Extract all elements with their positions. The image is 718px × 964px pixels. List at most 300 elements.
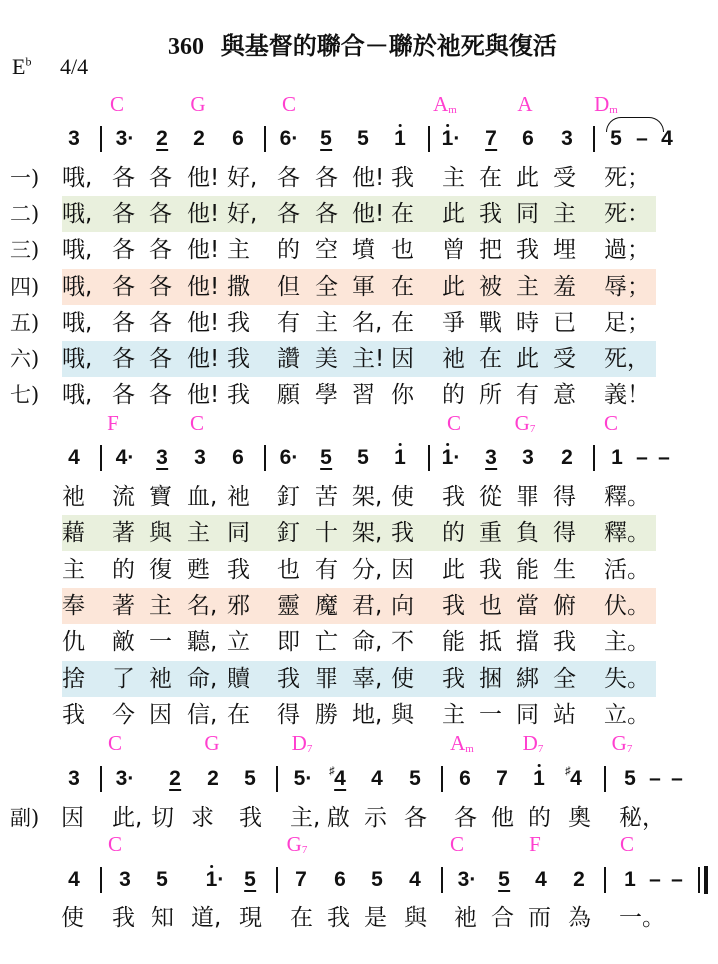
note-digit: – bbox=[649, 767, 661, 790]
chord-root: C bbox=[619, 832, 635, 856]
lyric-syllable: 釘 bbox=[277, 484, 300, 510]
lyric-syllable: 各 bbox=[315, 201, 338, 227]
lyric-syllable: 辱； bbox=[604, 274, 650, 300]
augmentation-dot: · bbox=[305, 767, 313, 790]
hymn-number: 360 bbox=[168, 34, 204, 60]
lyric-syllable: 當 bbox=[516, 593, 539, 619]
note-digit: 4 bbox=[535, 868, 547, 891]
lyric-syllable: 我 bbox=[442, 666, 465, 692]
chord-root: D bbox=[594, 92, 610, 116]
lyric-syllable: 使 bbox=[61, 905, 84, 931]
note bbox=[636, 446, 648, 470]
chord-root: C bbox=[603, 411, 619, 435]
lyric-syllable: 我 bbox=[239, 805, 262, 831]
note bbox=[206, 868, 225, 892]
note bbox=[485, 127, 497, 151]
note-digit: 3 bbox=[68, 767, 80, 790]
key-signature bbox=[12, 54, 31, 80]
lyric-syllable: 信, bbox=[187, 702, 218, 728]
lyric-syllable: 墳 bbox=[352, 237, 375, 263]
lyric-syllable: 在 bbox=[391, 310, 414, 336]
note-digit: 7 bbox=[496, 767, 508, 790]
note bbox=[295, 868, 307, 892]
lyric-syllable: 聽, bbox=[187, 629, 218, 655]
note bbox=[116, 446, 135, 470]
note bbox=[409, 868, 421, 892]
lyric-syllable: 此, bbox=[112, 805, 143, 831]
lyric-syllable: 足； bbox=[604, 310, 650, 336]
note bbox=[320, 127, 332, 151]
note-digit: 2 bbox=[193, 127, 205, 150]
lyric-syllable: 各 bbox=[149, 201, 172, 227]
chord-root: G bbox=[611, 731, 627, 755]
lyric-syllable: 辜, bbox=[352, 666, 383, 692]
note bbox=[116, 767, 135, 791]
chord-symbol bbox=[108, 731, 122, 756]
lyric-syllable: 全 bbox=[315, 274, 338, 300]
lyric-syllable: 活。 bbox=[604, 557, 650, 583]
lyric-syllable: 死， bbox=[604, 346, 650, 372]
lyric-syllable: 他 bbox=[491, 805, 514, 831]
barline bbox=[276, 867, 278, 893]
lyric-syllable: 受 bbox=[553, 346, 576, 372]
barline bbox=[100, 126, 102, 152]
lyric-syllable: 他! bbox=[187, 201, 220, 227]
note bbox=[68, 767, 80, 791]
lyric-syllable: 此 bbox=[442, 274, 465, 300]
lyric-syllable: 我 bbox=[391, 520, 414, 546]
chord-root: G bbox=[286, 832, 302, 856]
chord-symbol bbox=[515, 411, 536, 436]
chord-symbol bbox=[620, 832, 634, 857]
note-digit: – bbox=[671, 767, 683, 790]
note bbox=[294, 767, 313, 791]
lyric-syllable: 釋。 bbox=[604, 484, 650, 510]
note bbox=[156, 127, 168, 151]
note bbox=[119, 868, 131, 892]
note-digit: 4 bbox=[68, 868, 80, 891]
note-digit: 5 bbox=[357, 446, 369, 469]
lyric-syllable: 使 bbox=[391, 484, 414, 510]
lyric-syllable: 此 bbox=[442, 557, 465, 583]
lyric-syllable: 因 bbox=[61, 805, 84, 831]
lyric-syllable: 與 bbox=[404, 905, 427, 931]
note-digit: 3 bbox=[561, 127, 573, 150]
lyric-syllable: 在 bbox=[479, 346, 502, 372]
sharp-sign: ♯ bbox=[329, 765, 335, 777]
chord-quality: m bbox=[465, 743, 474, 755]
note-digit: 6 bbox=[232, 127, 244, 150]
lyric-syllable: 此 bbox=[516, 346, 539, 372]
barline bbox=[604, 867, 606, 893]
lyric-syllable: 主 bbox=[227, 237, 250, 263]
augmentation-dot: · bbox=[217, 868, 225, 891]
chord-symbol bbox=[292, 731, 313, 756]
lyric-syllable: 寶 bbox=[149, 484, 172, 510]
barline bbox=[428, 445, 430, 471]
barline bbox=[428, 126, 430, 152]
chord-quality: 7 bbox=[306, 743, 313, 755]
chord-root: G bbox=[190, 92, 206, 116]
chord-symbol bbox=[523, 731, 544, 756]
lyric-syllable: 不 bbox=[391, 629, 414, 655]
lyric-syllable: 但 bbox=[277, 274, 300, 300]
lyric-syllable: 有 bbox=[516, 382, 539, 408]
verse-label: 六) bbox=[10, 347, 40, 371]
note bbox=[498, 868, 510, 892]
lyric-syllable: 你 bbox=[391, 382, 414, 408]
note bbox=[371, 767, 383, 791]
lyric-syllable: 重 bbox=[479, 520, 502, 546]
lyric-syllable: 我 bbox=[62, 702, 85, 728]
lyric-syllable: 十 bbox=[315, 520, 338, 546]
note-digit: 4 bbox=[371, 767, 383, 790]
lyric-syllable: 戰 bbox=[479, 310, 502, 336]
lyric-syllable: 知 bbox=[151, 905, 174, 931]
lyric-syllable: 我 bbox=[227, 557, 250, 583]
lyric-syllable: 各 bbox=[112, 382, 135, 408]
lyric-syllable: 所 bbox=[479, 382, 502, 408]
note bbox=[193, 127, 205, 151]
note bbox=[671, 868, 683, 892]
lyric-syllable: 被 bbox=[479, 274, 502, 300]
lyric-syllable: 在 bbox=[290, 905, 313, 931]
note-digit: 6 bbox=[232, 446, 244, 469]
note-digit: 3 bbox=[156, 446, 168, 469]
lyric-syllable: 他! bbox=[187, 165, 220, 191]
chord-quality: 7 bbox=[301, 844, 308, 856]
note-digit: 3 bbox=[485, 446, 497, 469]
note-digit: 4 bbox=[661, 127, 673, 150]
lyric-syllable: 因 bbox=[391, 346, 414, 372]
chord-symbol bbox=[282, 92, 296, 117]
lyric-syllable: 能 bbox=[442, 629, 465, 655]
note bbox=[357, 446, 369, 470]
chord-root: D bbox=[522, 731, 538, 755]
lyric-syllable: 他! bbox=[187, 274, 220, 300]
note bbox=[244, 767, 256, 791]
chord-root: F bbox=[529, 832, 541, 856]
note bbox=[244, 868, 256, 892]
note-digit: – bbox=[658, 446, 670, 469]
note bbox=[442, 127, 461, 151]
lyric-syllable: 各 bbox=[112, 237, 135, 263]
lyric-syllable: 我 bbox=[479, 201, 502, 227]
lyric-syllable: 義！ bbox=[604, 382, 650, 408]
lyric-syllable: 能 bbox=[516, 557, 539, 583]
chord-symbol bbox=[517, 92, 532, 117]
lyric-syllable: 奉 bbox=[62, 593, 85, 619]
note-digit: 4 bbox=[115, 446, 128, 469]
note-digit: 4 bbox=[409, 868, 421, 891]
barline bbox=[264, 445, 266, 471]
lyric-syllable: 死； bbox=[604, 165, 650, 191]
lyric-syllable: 因 bbox=[391, 557, 414, 583]
lyric-syllable: 敵 bbox=[112, 629, 135, 655]
lyric-syllable: 受 bbox=[553, 165, 576, 191]
sharp-sign: ♯ bbox=[565, 765, 571, 777]
lyric-syllable: 秘， bbox=[619, 805, 665, 831]
lyric-syllable: 各 bbox=[112, 274, 135, 300]
note-digit: 3 bbox=[115, 767, 128, 790]
lyric-syllable: 今 bbox=[112, 702, 135, 728]
lyric-syllable: 同 bbox=[227, 520, 250, 546]
lyric-syllable: 祂 bbox=[227, 484, 250, 510]
lyric-syllable: 的 bbox=[442, 382, 465, 408]
lyric-syllable: 主 bbox=[553, 201, 576, 227]
lyric-syllable: 哦, bbox=[62, 382, 93, 408]
lyric-syllable: 邪 bbox=[227, 593, 250, 619]
note bbox=[357, 127, 369, 151]
lyric-syllable: 在 bbox=[479, 165, 502, 191]
chord-root: C bbox=[107, 832, 123, 856]
lyric-syllable: 各 bbox=[315, 165, 338, 191]
note-digit: 3 bbox=[119, 868, 131, 891]
lyric-syllable: 一 bbox=[149, 629, 172, 655]
lyric-syllable: 哦, bbox=[62, 274, 93, 300]
verse-label: 副) bbox=[10, 806, 40, 830]
lyric-syllable: 我 bbox=[442, 484, 465, 510]
lyric-syllable: 血, bbox=[187, 484, 218, 510]
chord-root: A bbox=[433, 92, 449, 116]
lyric-syllable: 的 bbox=[112, 557, 135, 583]
note-digit: 2 bbox=[156, 127, 168, 150]
note-digit: 2 bbox=[169, 767, 181, 790]
lyric-syllable: 流 bbox=[112, 484, 135, 510]
barline bbox=[593, 126, 595, 152]
note bbox=[442, 446, 461, 470]
augmentation-dot: · bbox=[291, 446, 299, 469]
lyric-syllable: 失。 bbox=[604, 666, 650, 692]
lyric-syllable: 主。 bbox=[604, 629, 650, 655]
lyric-syllable: 埋 bbox=[553, 237, 576, 263]
augmentation-dot: · bbox=[469, 868, 477, 891]
lyric-syllable: 藉 bbox=[62, 520, 85, 546]
verse-label: 五) bbox=[10, 311, 40, 335]
final-barline bbox=[698, 867, 700, 893]
note-digit: 6 bbox=[522, 127, 534, 150]
augmentation-dot: · bbox=[127, 446, 135, 469]
lyric-syllable: 同 bbox=[516, 702, 539, 728]
lyric-syllable: 的 bbox=[528, 805, 551, 831]
lyric-syllable: 軍 bbox=[352, 274, 375, 300]
lyric-syllable: 好, bbox=[227, 201, 258, 227]
lyric-syllable: 好, bbox=[227, 165, 258, 191]
chord-symbol bbox=[204, 731, 219, 756]
lyric-syllable: 架, bbox=[352, 520, 383, 546]
note bbox=[624, 767, 636, 791]
note bbox=[624, 868, 636, 892]
lyric-syllable: 祂 bbox=[454, 905, 477, 931]
chord-root: F bbox=[107, 411, 119, 435]
lyric-syllable: 得 bbox=[277, 702, 300, 728]
chord-root: C bbox=[189, 411, 205, 435]
lyric-syllable: 我 bbox=[479, 557, 502, 583]
note bbox=[156, 868, 168, 892]
lyric-syllable: 他! bbox=[187, 237, 220, 263]
lyric-syllable: 綁 bbox=[516, 666, 539, 692]
note-digit: 1 bbox=[394, 127, 406, 150]
note-digit: – bbox=[671, 868, 683, 891]
lyric-syllable: 把 bbox=[479, 237, 502, 263]
lyric-syllable: 羞 bbox=[553, 274, 576, 300]
lyric-syllable: 他! bbox=[352, 201, 385, 227]
chord-symbol bbox=[604, 411, 618, 436]
note bbox=[394, 446, 406, 470]
lyric-syllable: 勝 bbox=[315, 702, 338, 728]
note-digit: 1 bbox=[394, 446, 406, 469]
lyric-syllable: 各 bbox=[112, 165, 135, 191]
lyric-syllable: 君, bbox=[352, 593, 383, 619]
lyric-syllable: 祂 bbox=[149, 666, 172, 692]
lyric-syllable: 我 bbox=[227, 346, 250, 372]
chord-quality: m bbox=[609, 104, 618, 116]
note-digit: 6 bbox=[334, 868, 346, 891]
chord-root: C bbox=[107, 731, 123, 755]
lyric-syllable: 全 bbox=[553, 666, 576, 692]
note bbox=[658, 446, 670, 470]
lyric-syllable: 他! bbox=[187, 310, 220, 336]
note bbox=[611, 446, 623, 470]
chord-root: C bbox=[109, 92, 125, 116]
note bbox=[394, 127, 406, 151]
lyric-syllable: 在 bbox=[391, 201, 414, 227]
note bbox=[371, 868, 383, 892]
lyric-syllable: 甦 bbox=[187, 557, 210, 583]
lyric-syllable: 負 bbox=[516, 520, 539, 546]
note-digit: 2 bbox=[573, 868, 585, 891]
lyric-syllable: 復 bbox=[149, 557, 172, 583]
lyric-syllable: 道, bbox=[191, 905, 222, 931]
lyric-syllable: 而 bbox=[528, 905, 551, 931]
barline bbox=[441, 766, 443, 792]
note-digit: – bbox=[636, 446, 648, 469]
lyric-syllable: 也 bbox=[391, 237, 414, 263]
note-digit: 5 bbox=[624, 767, 636, 790]
augmentation-dot: · bbox=[127, 767, 135, 790]
lyric-syllable: 哦, bbox=[62, 165, 93, 191]
hymn-title-text: 與基督的聯合－聯於祂死與復活 bbox=[220, 32, 557, 60]
augmentation-dot: · bbox=[291, 127, 299, 150]
lyric-syllable: 各 bbox=[404, 805, 427, 831]
lyric-syllable: 命, bbox=[352, 629, 383, 655]
lyric-syllable: 各 bbox=[277, 201, 300, 227]
barline bbox=[100, 867, 102, 893]
chord-symbol bbox=[190, 411, 204, 436]
lyric-syllable: 示 bbox=[364, 805, 387, 831]
note-digit: 2 bbox=[207, 767, 219, 790]
final-barline-thick bbox=[704, 866, 708, 894]
lyric-syllable: 罪 bbox=[315, 666, 338, 692]
note bbox=[116, 127, 135, 151]
lyric-syllable: 一。 bbox=[619, 905, 665, 931]
note-digit: 5 bbox=[156, 868, 168, 891]
chord-root: C bbox=[281, 92, 297, 116]
note-digit: 5 bbox=[409, 767, 421, 790]
lyric-syllable: 合 bbox=[491, 905, 514, 931]
lyric-syllable: 美 bbox=[315, 346, 338, 372]
lyric-syllable: 主 bbox=[516, 274, 539, 300]
chord-root: D bbox=[291, 731, 307, 755]
lyric-syllable: 捨 bbox=[62, 666, 85, 692]
note-digit: 6 bbox=[279, 446, 292, 469]
lyric-syllable: 死： bbox=[604, 201, 650, 227]
lyric-syllable: 切 bbox=[151, 805, 174, 831]
lyric-syllable: 與 bbox=[149, 520, 172, 546]
note-digit: 3 bbox=[522, 446, 534, 469]
lyric-syllable: 他! bbox=[352, 165, 385, 191]
lyric-syllable: 此 bbox=[516, 165, 539, 191]
key-flat: b bbox=[25, 54, 32, 69]
note-digit: 6 bbox=[459, 767, 471, 790]
lyric-syllable: 立。 bbox=[604, 702, 650, 728]
note-digit: 5 bbox=[244, 767, 256, 790]
lyric-syllable: 祂 bbox=[62, 484, 85, 510]
chord-symbol bbox=[108, 832, 122, 857]
note-digit: 6 bbox=[279, 127, 292, 150]
note bbox=[649, 767, 661, 791]
lyric-syllable: 我 bbox=[327, 905, 350, 931]
lyric-syllable: 主 bbox=[315, 310, 338, 336]
time-signature: 4/4 bbox=[60, 54, 89, 79]
lyric-syllable: 各 bbox=[112, 310, 135, 336]
note bbox=[207, 767, 219, 791]
note-digit: 3 bbox=[115, 127, 128, 150]
lyric-syllable: 名, bbox=[187, 593, 218, 619]
lyric-syllable: 靈 bbox=[277, 593, 300, 619]
lyric-syllable: 主 bbox=[442, 165, 465, 191]
lyric-syllable: 撒 bbox=[227, 274, 250, 300]
lyric-syllable: 學 bbox=[315, 382, 338, 408]
lyric-syllable: 架, bbox=[352, 484, 383, 510]
chord-symbol bbox=[529, 832, 541, 857]
lyric-syllable: 名, bbox=[352, 310, 383, 336]
lyric-syllable: 向 bbox=[391, 593, 414, 619]
lyric-syllable: 立 bbox=[227, 629, 250, 655]
chord-quality: 7 bbox=[626, 743, 633, 755]
barline bbox=[604, 766, 606, 792]
note-digit: 3 bbox=[68, 127, 80, 150]
note bbox=[459, 767, 471, 791]
lyric-syllable: 命, bbox=[187, 666, 218, 692]
lyric-syllable: 他! bbox=[187, 346, 220, 372]
chord-symbol bbox=[110, 92, 124, 117]
note bbox=[409, 767, 421, 791]
lyric-syllable: 祂 bbox=[442, 346, 465, 372]
verse-label: 四) bbox=[10, 275, 40, 299]
lyric-syllable: 一 bbox=[479, 702, 502, 728]
lyric-syllable: 各 bbox=[112, 201, 135, 227]
barline bbox=[276, 766, 278, 792]
lyric-syllable: 有 bbox=[277, 310, 300, 336]
augmentation-dot: · bbox=[453, 446, 461, 469]
lyric-syllable: 地, bbox=[352, 702, 383, 728]
note bbox=[232, 127, 244, 151]
chord-symbol bbox=[447, 411, 461, 436]
barline bbox=[264, 126, 266, 152]
note bbox=[280, 446, 299, 470]
lyric-syllable: 分, bbox=[352, 557, 383, 583]
lyric-syllable: 釋。 bbox=[604, 520, 650, 546]
note bbox=[156, 446, 168, 470]
lyric-syllable: 時 bbox=[516, 310, 539, 336]
lyric-syllable: 哦, bbox=[62, 201, 93, 227]
lyric-syllable: 哦, bbox=[62, 237, 93, 263]
lyric-syllable: 現 bbox=[239, 905, 262, 931]
lyric-syllable: 我 bbox=[442, 593, 465, 619]
note bbox=[573, 868, 585, 892]
note-digit: 7 bbox=[295, 868, 307, 891]
